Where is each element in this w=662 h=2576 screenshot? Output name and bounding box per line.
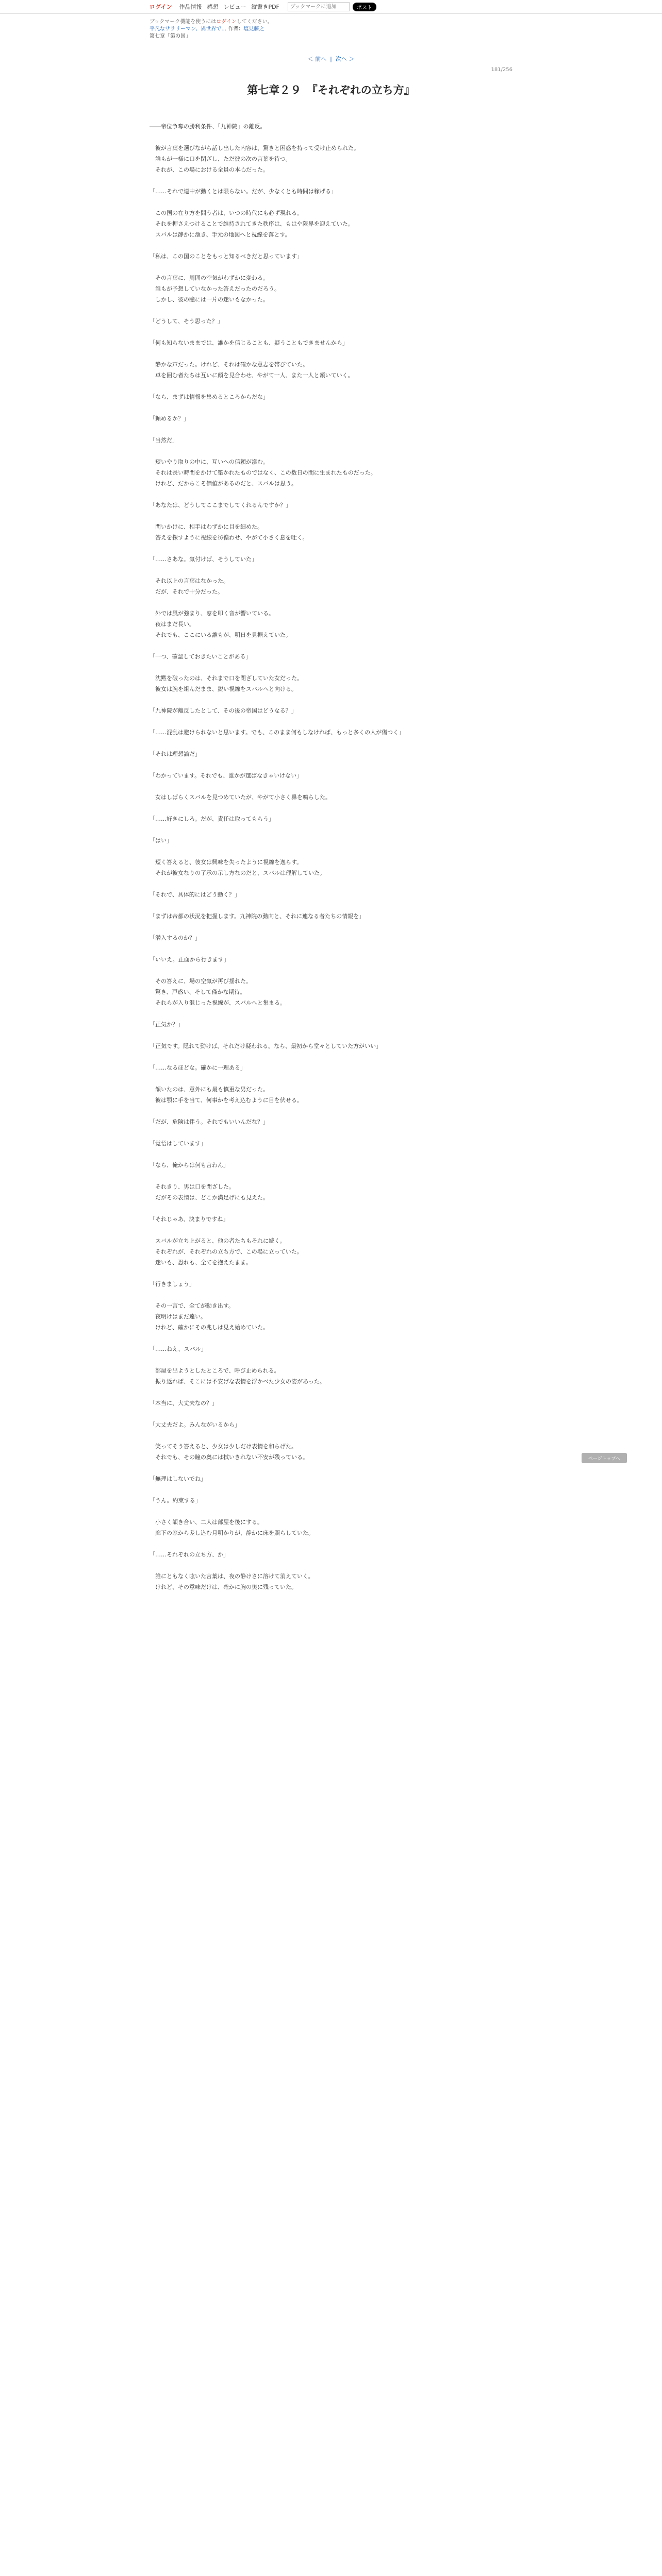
story-paragraph: 「あなたは、どうしてここまでしてくれるんですか？」 [150, 502, 291, 509]
story-paragraph: 部屋を出ようとしたところで、呼び止められる。 振り返れば、そこには不安げな表情を浮かべた少女の姿があった。 [155, 1367, 325, 1385]
story-paragraph: 沈黙を破ったのは、それまで口を閉ざしていた女だった。 彼女は腕を組んだまま、鋭い視線をスバルへと向ける。 [155, 675, 303, 692]
story-paragraph: それきり、男は口を閉ざした。 だがその表情は、どこか満足げにも見えた。 [155, 1183, 269, 1201]
story-paragraph: 「九神院が離反したとして、その後の帝国はどうなる？」 [150, 707, 297, 714]
nav-impressions[interactable]: 感想 [207, 4, 219, 10]
story-paragraph: 「それは理想論だ」 [150, 751, 201, 757]
story-paragraph: 「うん。約束する」 [150, 1497, 201, 1504]
x-post-button[interactable]: ポスト [353, 3, 376, 11]
story-paragraph: スバルが立ち上がると、他の者たちもそれに続く。 それぞれが、それぞれの立ち方で、この場に立っていた。 迷いも、恐れも、全てを抱えたまま。 [155, 1238, 303, 1266]
story-paragraph: 「覚悟はしています」 [150, 1140, 206, 1147]
nav-review[interactable]: レビュー [223, 4, 246, 10]
story-paragraph: 「いいえ。正面から行きます」 [150, 956, 229, 963]
story-paragraph: 「わかっています。それでも、誰かが選ばなきゃいけない」 [150, 772, 303, 779]
story-paragraph: 短いやり取りの中に、互いへの信頼が滲む。 それは長い時間をかけて築かれたものではなく、この数日の間に生まれたものだった。 けれど、だからこそ価値があるのだと、スバルは思う。 [155, 459, 376, 487]
story-paragraph: 小さく頷き合い、二人は部屋を後にする。 廊下の窓から差し込む月明かりが、静かに床を照らしていた。 [155, 1519, 314, 1536]
story-paragraph: その答えに、場の空気が再び揺れた。 驚き、戸惑い、そして僅かな期待。 それらが入り混じった視線が、スバルへと集まる。 [155, 978, 286, 1006]
notice-prefix: ブックマーク機能を使うには [150, 19, 217, 25]
story-paragraph: 「どうして、そう思った？」 [150, 318, 223, 325]
story-paragraph: ――帝位争奪の勝利条件、「九神院」の離反。 [150, 123, 266, 130]
story-paragraph: それ以上の言葉はなかった。 だが、それで十分だった。 [155, 578, 229, 595]
story-paragraph: 「だが、危険は伴う。それでもいいんだな？」 [150, 1118, 269, 1125]
episode-pager: ＜ 前へ | 次へ ＞ [307, 56, 355, 62]
top-nav-bar [0, 0, 662, 14]
story-paragraph: この国の在り方を問う者は、いつの時代にも必ず現れる。 それを押さえつけることで維持されてきた秩序は、もはや限界を迎えていた。 スバルは静かに頷き、手元の地図へと視線を落とす。 [155, 210, 354, 238]
login-link[interactable]: ログイン [150, 4, 172, 10]
notice-login-link[interactable]: ログイン [216, 19, 237, 25]
story-paragraph: 「それじゃあ、決まりですね」 [150, 1216, 229, 1223]
story-paragraph: 「……なるほどな。確かに一理ある」 [150, 1064, 246, 1071]
story-paragraph: 「なら、俺からは何も言わん」 [150, 1162, 229, 1168]
story-paragraph: 「……それぞれの立ち方、か」 [150, 1551, 229, 1558]
story-paragraph: 「大丈夫だよ。みんながいるから」 [150, 1421, 240, 1428]
story-paragraph: 「それで、具体的にはどう動く？」 [150, 891, 240, 898]
notice-suffix: してください。 [236, 19, 273, 25]
story-paragraph: 誰にともなく呟いた言葉は、夜の静けさに溶けて消えていく。 けれど、その意味だけは、確かに胸の奥に残っていた。 [155, 1573, 314, 1590]
story-paragraph: 頷いたのは、意外にも最も慎重な男だった。 彼は顎に手を当て、何事かを考え込むように目を伏せる。 [155, 1086, 303, 1104]
story-paragraph: 外では風が強まり、窓を叩く音が響いている。 夜はまだ長い。 それでも、ここにいる誰もが、明日を見据えていた。 [155, 610, 291, 638]
story-paragraph: 「本当に、大丈夫なの？」 [150, 1400, 218, 1406]
breadcrumb [0, 25, 662, 41]
work-title-link[interactable]: 平凡なサラリーマン、異世界で… [150, 26, 227, 32]
story-paragraph: 「私は、この国のことをもっと知るべきだと思っています」 [150, 253, 303, 260]
story-paragraph: 静かな声だった。けれど、それは確かな意志を帯びていた。 卓を囲む者たちは互いに顔を見合わせ、やがて一人、また一人と頷いていく。 [155, 361, 354, 379]
story-paragraph: 「無理はしないでね」 [150, 1476, 206, 1482]
story-paragraph: 女はしばらくスバルを見つめていたが、やがて小さく鼻を鳴らした。 [150, 794, 331, 801]
author-label: 作者： [228, 26, 244, 32]
story-paragraph: 「潜入するのか？」 [150, 935, 201, 941]
story-paragraph: その一言で、全てが動き出す。 夜明けはまだ遠い。 けれど、確かにその兆しは見え始めていた。 [155, 1302, 269, 1331]
nav-work-info[interactable]: 作品情報 [179, 4, 202, 10]
story-paragraph: 彼が言葉を選びながら話し出した内容は、驚きと困惑を持って受け止められた。 誰もが一様に口を閉ざし、ただ彼の次の言葉を待つ。 それが、この場における全員の本心だった。 [155, 145, 359, 173]
story-paragraph: 「正気か？」 [150, 1021, 184, 1028]
story-paragraph: 「正気です。隠れて動けば、それだけ疑われる。なら、最初から堂々としていた方がいい」 [150, 1043, 382, 1049]
story-body [150, 121, 512, 1592]
story-paragraph: 「なら、まずは情報を集めるところからだな」 [150, 394, 269, 400]
story-paragraph: 「……混乱は避けられないと思います。でも、このまま何もしなければ、もっと多くの人が傷つく」 [150, 729, 405, 736]
story-paragraph: 「はい」 [150, 837, 172, 844]
story-paragraph: 「……ねえ、スバル」 [150, 1346, 207, 1352]
story-paragraph: 「……さあな。気付けば、そうしていた」 [150, 556, 257, 563]
author-link[interactable]: 塩見藤之 [243, 26, 264, 32]
story-paragraph: 笑ってそう答えると、少女は少しだけ表情を和らげた。 それでも、その瞳の奥には拭いきれない不安が残っている。 [155, 1443, 308, 1461]
story-paragraph: 「行きましょう」 [150, 1281, 195, 1287]
story-paragraph: 短く答えると、彼女は興味を失ったように視線を逸らす。 それが彼女なりの了承の示し方なのだと、スバルは理解していた。 [155, 859, 325, 876]
next-link[interactable]: 次へ ＞ [335, 56, 355, 62]
bookmark-notice [0, 14, 662, 25]
story-paragraph: 「何も知らないままでは、誰かを信じることも、疑うこともできませんから」 [150, 340, 348, 346]
page-top-button[interactable]: ページトップへ [582, 1453, 627, 1463]
nav-vertical-pdf[interactable]: 縦書きPDF [251, 4, 279, 10]
story-paragraph: 「……それで連中が動くとは限らない。だが、少なくとも時間は稼げる」 [150, 188, 337, 195]
story-paragraph: 「頼めるか？」 [150, 415, 189, 422]
chapter-title: 第七章２９ 『それぞれの立ち方』 [247, 84, 415, 96]
prev-link[interactable]: ＜ 前へ [307, 56, 327, 62]
episode-number: 181/256 [491, 67, 512, 73]
story-paragraph: 「一つ、確認しておきたいことがある」 [150, 653, 252, 660]
chapter-name: 第七章「第の国」 [150, 33, 191, 39]
story-paragraph: 「……好きにしろ。だが、責任は取ってもらう」 [150, 816, 274, 822]
story-paragraph: その言葉に、周囲の空気がわずかに変わる。 誰もが予想していなかった答えだったのだろう。 しかし、彼の瞳には一片の迷いもなかった。 [155, 275, 280, 303]
story-paragraph: 「まずは帝都の状況を把握します。九神院の動向と、それに連なる者たちの情報を」 [150, 913, 365, 920]
story-paragraph: 「当然だ」 [150, 437, 178, 444]
bookmark-input[interactable] [288, 2, 350, 11]
story-paragraph: 問いかけに、相手はわずかに目を細めた。 答えを探すように視線を彷徨わせ、やがて小さく息を吐く。 [155, 523, 308, 541]
